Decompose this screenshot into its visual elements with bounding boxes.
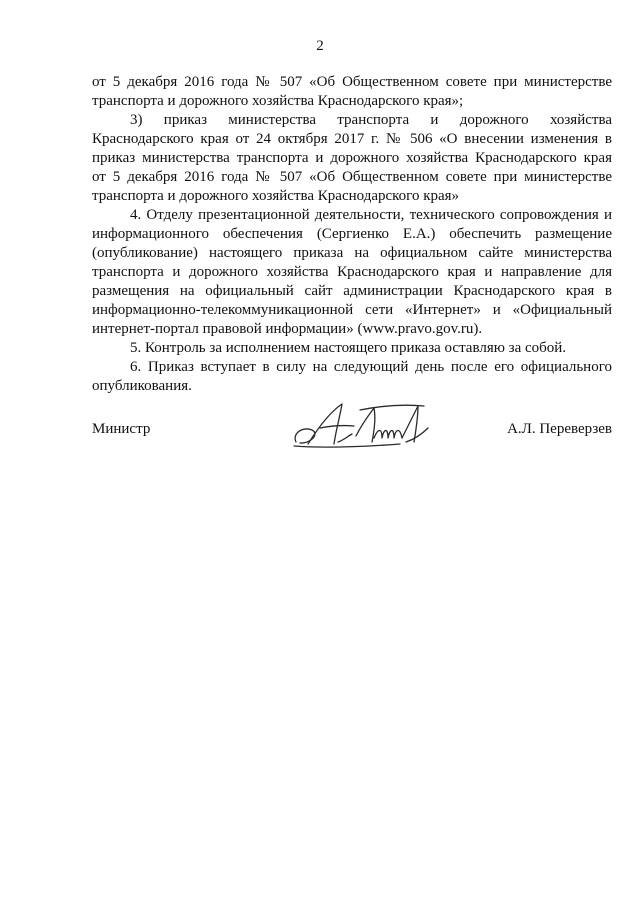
paragraph-item-6: [92, 358, 612, 396]
page-number: 2: [316, 38, 324, 54]
text-line: информационного обеспечения (Сергиенко Е.А.) обеспечить размещение: [92, 226, 612, 242]
paragraph-item-3: [92, 111, 612, 206]
text-line: 6. Приказ вступает в силу на следующий день после его официального: [130, 359, 612, 375]
signatory-title: Министр: [92, 421, 151, 437]
signatory-name: А.Л. Переверзев: [507, 421, 612, 437]
text-line: 3) приказ министерства транспорта и дорожного хозяйства: [130, 112, 612, 128]
text-line: транспорта и дорожного хозяйства Краснодарского края и направление для: [92, 264, 612, 280]
text-line: транспорта и дорожного хозяйства Краснодарского края»;: [92, 93, 464, 109]
text-line: информационно-телекоммуникационной сети «Интернет» и «Официальный: [92, 302, 612, 318]
paragraph-item-4: [92, 206, 612, 339]
text-line: (опубликование) настоящего приказа на официальном сайте министерства: [92, 245, 612, 261]
text-line: 4. Отделу презентационной деятельности, технического сопровождения и: [130, 207, 612, 223]
text-line: Краснодарского края от 24 октября 2017 г. № 506 «О внесении изменения в: [92, 131, 612, 147]
text-line: опубликования.: [92, 378, 192, 394]
text-line: приказ министерства транспорта и дорожного хозяйства Краснодарского края: [92, 150, 612, 166]
signature-block: [92, 398, 612, 458]
document-body: [92, 73, 612, 396]
text-line: размещения на официальный сайт администрации Краснодарского края в: [92, 283, 612, 299]
text-line: от 5 декабря 2016 года № 507 «Об Общественном совете при министерстве: [92, 169, 612, 185]
text-line: 5. Контроль за исполнением настоящего приказа оставляю за собой.: [130, 340, 567, 356]
handwritten-signature: [290, 398, 450, 454]
paragraph-item-5: [92, 339, 612, 358]
text-line: транспорта и дорожного хозяйства Краснодарского края»: [92, 188, 460, 204]
paragraph-continuation: [92, 73, 612, 111]
text-line: интернет-портал правовой информации» (www.pravo.gov.ru).: [92, 321, 483, 337]
text-line: от 5 декабря 2016 года № 507 «Об Общественном совете при министерстве: [92, 74, 612, 90]
